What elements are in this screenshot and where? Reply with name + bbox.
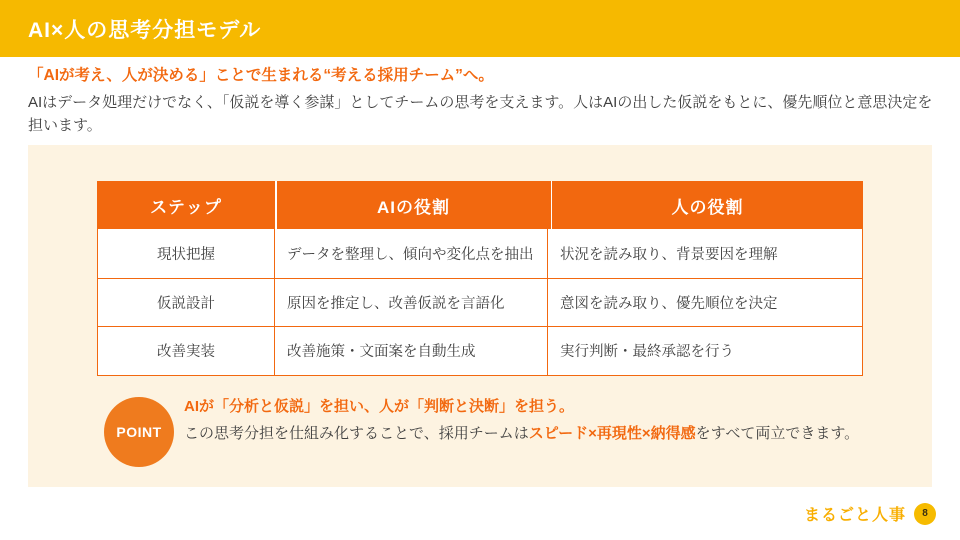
cell-human: 意図を読み取り、優先順位を決定	[560, 295, 778, 312]
point-body-prefix: この思考分担を仕組み化することで、採用チームは	[184, 425, 529, 442]
cell-step: 仮説設計	[98, 279, 275, 327]
point-text	[184, 396, 884, 446]
cell-ai: データを整理し、傾向や変化点を抽出	[275, 229, 548, 278]
column-header-human: 人の役割	[552, 181, 863, 229]
page-number-badge: 8	[914, 503, 936, 525]
cell-human: 状況を読み取り、背景要因を理解	[560, 246, 778, 263]
cell-human: 実行判断・最終承認を行う	[560, 344, 734, 361]
table-row	[98, 229, 862, 278]
point-badge: POINT	[104, 397, 174, 467]
point-headline: AIが「分析と仮説」を担い、人が「判断と決断」を担う。	[184, 398, 575, 415]
table-body	[97, 229, 863, 376]
point-body-highlight: スピード×再現性×納得感	[528, 425, 696, 442]
intro-body: AIはデータ処理だけでなく、「仮説を導く参謀」としてチームの思考を支えます。人はAIの出した仮説をもとに、優先順位と意思決定を担います。	[28, 94, 933, 134]
content-panel	[28, 145, 932, 487]
table-row	[98, 278, 862, 327]
cell-ai: 原因を推定し、改善仮説を言語化	[275, 279, 548, 327]
header-bar	[0, 0, 960, 57]
point-body-suffix: をすべて両立できます。	[695, 425, 860, 442]
page-title: AI×人の思考分担モデル	[28, 18, 262, 42]
intro-section	[28, 65, 934, 137]
point-body	[184, 422, 872, 446]
cell-step: 改善実装	[98, 327, 275, 375]
table-row	[98, 326, 862, 375]
cell-ai: 改善施策・文面案を自動生成	[275, 327, 548, 375]
table-header-row	[97, 181, 863, 229]
company-logo: まるごと人事	[803, 507, 906, 524]
roles-table	[97, 181, 863, 376]
footer	[804, 502, 936, 525]
cell-step: 現状把握	[98, 229, 275, 278]
column-header-step: ステップ	[97, 181, 275, 229]
intro-headline: 「AIが考え、人が決める」ことで生まれる“考える採用チーム”へ。	[28, 67, 494, 84]
column-header-ai: AIの役割	[277, 181, 551, 229]
